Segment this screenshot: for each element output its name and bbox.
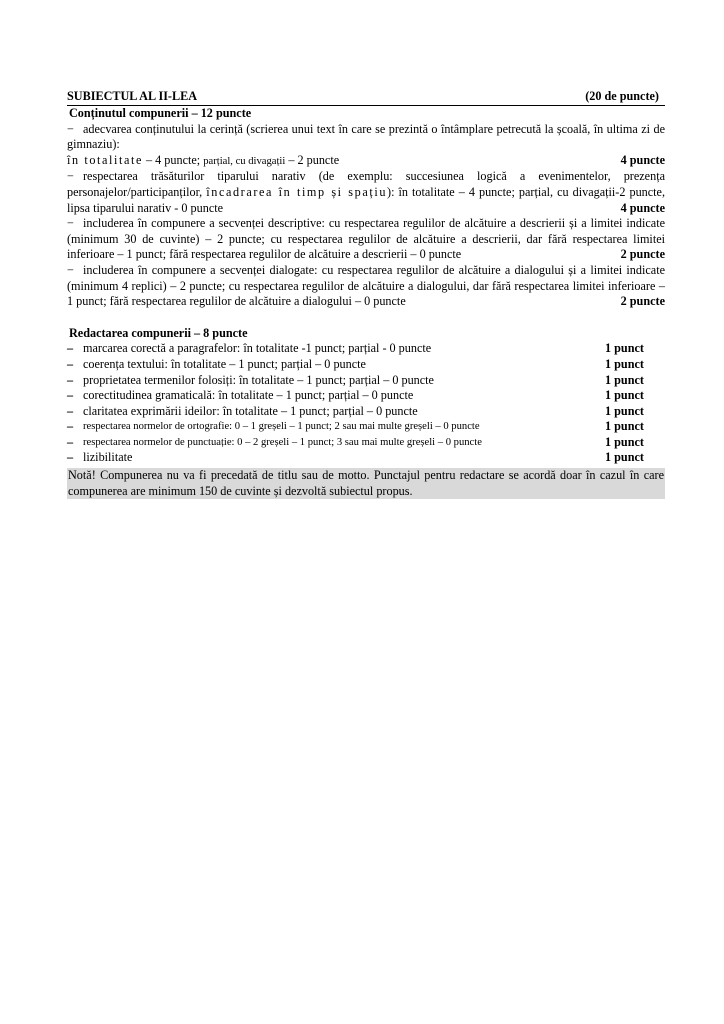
note-box: Notă! Compunerea nu va fi precedată de titlu sau de motto. Punctajul pentru redactare se acordă doar în cazul în care compunerea are minimum 150 de cuvinte și dezvoltă subiectul propus.: [68, 468, 664, 498]
dash-marker: −: [67, 121, 74, 136]
dash-marker: −: [67, 262, 74, 277]
drafting-criterion: [67, 373, 665, 389]
criterion-text: lizibilitate: [83, 450, 133, 465]
criterion-points: 1 punct: [605, 434, 644, 449]
content-title: Conținutul compunerii – 12 puncte: [69, 106, 252, 120]
criterion-points: 1 punct: [605, 450, 644, 465]
criterion-text: claritatea exprimării ideilor: în totalitate – 1 punct; parțial – 0 puncte: [83, 403, 418, 418]
criterion-text: marcarea corectă a paragrafelor: în totalitate -1 punct; parțial - 0 puncte: [83, 341, 432, 356]
content-criterion: [67, 122, 665, 153]
criterion-points: 2 puncte: [620, 247, 665, 262]
criterion-points: 1 punct: [605, 341, 644, 356]
dash-marker: −: [67, 216, 74, 231]
criterion-text: includerea în compunere a secvenței descriptive: cu respectarea regulilor de alcătuire a descrierii și a limitei indicate (minimum 30 de cuvinte) – 2 puncte; cu respectarea regulilor de alcătuire a descrierii, dar fără respectarea limitei inferioare – 1 punct; fără respectarea regulilor de alcătuire a descrierii – 0 puncte: [67, 216, 665, 262]
drafting-criterion: [67, 419, 665, 435]
criterion-text: respectarea normelor de ortografie: 0 – 1 greșeli – 1 punct; 2 sau mai multe greșeli – 0 puncte: [83, 421, 480, 433]
criterion-points: 1 punct: [605, 388, 644, 403]
dash-marker: –: [67, 356, 74, 371]
criterion-text: respectarea trăsăturilor tiparului narativ (de exemplu: succesiunea logică a evenimentelor, prezența personajelor/participanților,: [67, 169, 665, 199]
criterion-text: parțial, cu divagații: [203, 155, 286, 167]
dash-marker: –: [67, 388, 74, 403]
criterion-text: ): în totalitate – 4 puncte; parțial, cu divagații-2 puncte, lipsa tiparului narativ - 0 puncte: [67, 184, 666, 215]
dash-marker: –: [67, 434, 74, 449]
criterion-text: includerea în compunere a secvenței dialogate: cu respectarea regulilor de alcătuire a dialogului și a limitei indicate (minimum 4 replici) – 2 puncte; cu respectarea regulilor de alcătuire a dialogului, dar fără respectarea limitei inferioare – 1 punct; fără respectarea regulilor de alcătuire a dialogului – 0 puncte: [67, 262, 665, 309]
drafting-criterion: [67, 341, 665, 357]
criterion-points: 1 punct: [605, 372, 644, 387]
criterion-points: 2 puncte: [620, 294, 665, 309]
dash-marker: –: [67, 403, 74, 418]
document-page: [67, 89, 665, 499]
criterion-text: corectitudinea gramaticală: în totalitate – 1 punct; parțial – 0 puncte: [83, 388, 414, 403]
criterion-text: respectarea normelor de punctuație: 0 – 2 greșeli – 1 punct; 3 sau mai multe greșeli – 0 puncte: [83, 436, 482, 448]
criterion-points: 1 punct: [605, 356, 644, 371]
criterion-points: 4 puncte: [620, 152, 665, 167]
dash-marker: –: [67, 450, 74, 465]
criterion-text: adecvarea conținutului la cerință (scrierea unui text în care se prezintă o întâmplare petrecută la școală, în ultima zi de gimnaziu):: [67, 121, 665, 152]
section-header: [67, 89, 665, 106]
criterion-text: proprietatea termenilor folosiți: în totalitate – 1 punct; parțial – 0 puncte: [83, 372, 434, 387]
criterion-text: încadrarea în timp și spațiu: [206, 184, 388, 199]
drafting-criterion: [67, 404, 665, 420]
criterion-points: 1 punct: [605, 419, 644, 434]
dash-marker: –: [67, 372, 74, 387]
dash-marker: –: [67, 341, 74, 356]
section-title: SUBIECTUL AL II-LEA: [67, 89, 198, 103]
criterion-text: – 4 puncte;: [142, 152, 204, 167]
criterion-points: 4 puncte: [620, 200, 665, 215]
criterion-text: coerența textului: în totalitate – 1 punct; parțial – 0 puncte: [83, 356, 366, 371]
content-criterion-tail: [67, 153, 665, 170]
drafting-criterion: [67, 388, 665, 404]
dash-marker: –: [67, 419, 74, 434]
drafting-criterion: [67, 450, 665, 466]
criterion-text: în totalitate: [67, 152, 143, 167]
drafting-criterion: [67, 435, 665, 451]
drafting-criterion: [67, 357, 665, 373]
dash-marker: −: [67, 169, 74, 184]
drafting-title: Redactarea compunerii – 8 puncte: [69, 325, 248, 340]
criterion-points: 1 punct: [605, 403, 644, 418]
section-points: (20 de puncte): [585, 89, 659, 103]
criterion-text: – 2 puncte: [285, 152, 340, 167]
